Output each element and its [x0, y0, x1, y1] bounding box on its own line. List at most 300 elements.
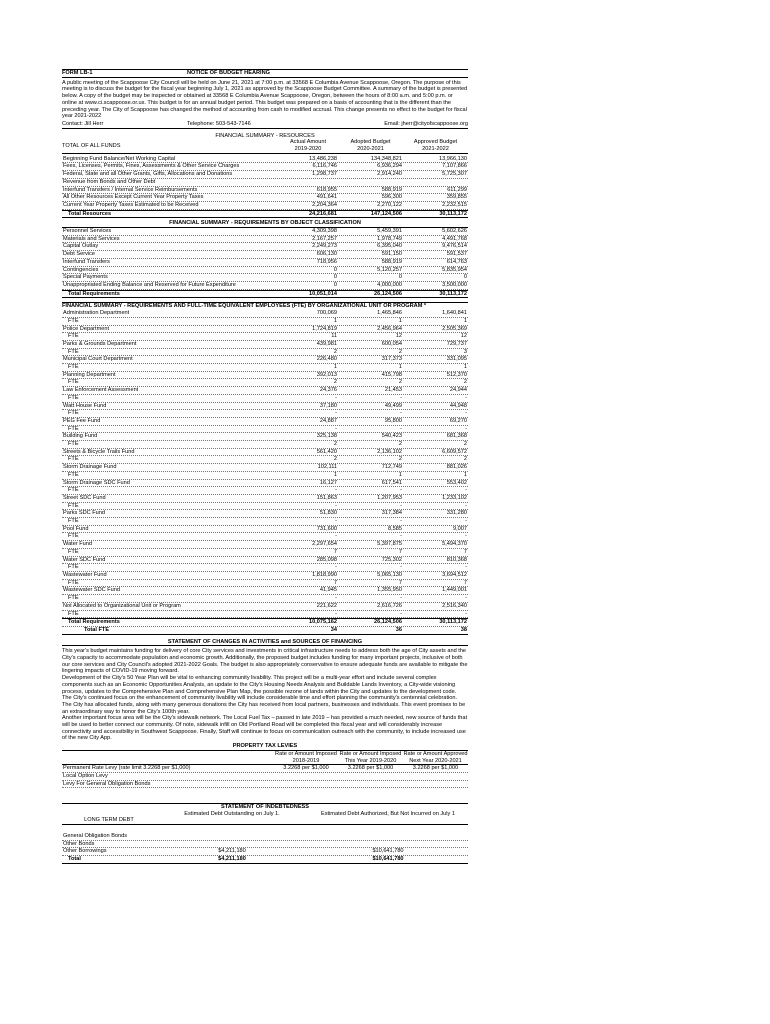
- row-value: 491,641: [316, 194, 337, 201]
- fte-row: [62, 364, 468, 372]
- row-value: 331,095: [446, 356, 467, 363]
- fte-value: -: [335, 564, 337, 571]
- row-value: 221,622: [316, 602, 337, 609]
- requirements-section: [62, 220, 468, 298]
- fte-value: 2: [333, 456, 337, 463]
- row-value: [403, 781, 468, 788]
- requirement-row: [62, 228, 468, 236]
- fte-row: [62, 564, 468, 572]
- contact-name: Contact: Jill Herr: [62, 120, 104, 127]
- row-value: [338, 773, 403, 780]
- org-unit-row: [62, 526, 468, 534]
- fte-value: 1: [463, 317, 467, 324]
- fte-value: 3: [463, 348, 467, 355]
- row-value: 0: [463, 274, 467, 281]
- row-value: 553,402: [446, 479, 467, 486]
- row-value: 6,936,294: [377, 163, 402, 170]
- row-value: 5,835,954: [442, 266, 467, 273]
- fte-value: 11: [331, 333, 337, 340]
- fte-value: -: [465, 595, 467, 602]
- row-value: 5,494,370: [442, 541, 467, 548]
- row-label: Wastewater SDC Fund: [63, 587, 120, 594]
- requirement-row: [62, 267, 468, 275]
- row-label: Unappropriated Ending Balance and Reserved for Future Expenditure: [63, 281, 236, 288]
- row-value: 102,111: [317, 464, 337, 471]
- row-value: 0: [333, 274, 337, 281]
- resource-row: [62, 171, 468, 179]
- row-value: 325,138: [316, 433, 337, 440]
- changes-section: [62, 639, 468, 743]
- contact-telephone: Telephone: 503-543-7146: [187, 120, 251, 127]
- fte-value: 7: [463, 579, 467, 586]
- tax-col-header: Rate or Amount Imposed This Year 2019-2020: [339, 750, 402, 764]
- fte-value: 2: [333, 379, 337, 386]
- row-label: Pool Fund: [63, 525, 89, 532]
- row-value: 731,600: [316, 525, 337, 532]
- row-value: 3.2268 per $1,000: [412, 765, 459, 772]
- property-tax-header: [62, 751, 468, 764]
- row-value: 2,456,964: [377, 325, 402, 332]
- org-unit-row: [62, 326, 468, 334]
- row-value: 439,981: [316, 340, 337, 347]
- total-value: 147,124,506: [370, 210, 402, 217]
- row-label: Planning Department: [63, 371, 116, 378]
- row-value: 21,453: [384, 387, 402, 394]
- row-value: 1,465,846: [377, 310, 402, 317]
- fte-label: FTE: [68, 441, 79, 448]
- row-value: 512,370: [446, 371, 467, 378]
- fte-row: [62, 518, 468, 526]
- indebtedness-title: STATEMENT OF INDEBTEDNESS: [62, 803, 468, 811]
- fte-value: 2: [333, 441, 337, 448]
- total-value: $4,211,180: [218, 855, 246, 862]
- notice-title: NOTICE OF BUDGET HEARING: [187, 70, 270, 76]
- total-label: Total Resources: [68, 210, 112, 217]
- row-value: 2,232,515: [442, 201, 467, 208]
- fte-value: 2: [463, 456, 467, 463]
- row-value: 5,397,875: [377, 541, 402, 548]
- row-label: Interfund Transfers: [63, 258, 110, 265]
- row-value: 718,956: [316, 258, 337, 265]
- row-value: [403, 773, 468, 780]
- row-value: 591,537: [446, 251, 467, 258]
- fte-row: [62, 611, 468, 619]
- fte-value: 12: [460, 333, 467, 340]
- org-unit-row: [62, 464, 468, 472]
- row-value: 69,270: [449, 417, 467, 424]
- row-label: Personnel Services: [63, 228, 112, 235]
- fte-value: 1: [463, 471, 467, 478]
- row-label: Streets & Bicycle Trails Fund: [63, 448, 135, 455]
- fte-value: 2: [463, 379, 467, 386]
- debt-total-row: [62, 856, 468, 864]
- total-value: 10,075,162: [309, 619, 337, 626]
- org-unit-row: [62, 587, 468, 595]
- row-value: $4,211,180: [218, 848, 246, 855]
- row-value: 285,098: [316, 556, 337, 563]
- fte-row: [62, 533, 468, 541]
- fte-value: -: [400, 394, 402, 401]
- row-value: 1,233,102: [442, 494, 467, 501]
- row-label: Materials and Services: [63, 235, 120, 242]
- fte-value: -: [465, 518, 467, 525]
- row-value: [308, 841, 468, 848]
- row-label: Other Borrowings: [63, 848, 107, 855]
- row-value: 611,299: [447, 186, 467, 193]
- fte-value: -: [465, 564, 467, 571]
- row-value: 331,280: [446, 510, 467, 517]
- row-value: 588,919: [381, 186, 402, 193]
- fte-value: -: [465, 425, 467, 432]
- col3-year: 2021-2022: [422, 146, 449, 153]
- fte-value: 1: [398, 317, 402, 324]
- fte-label: FTE: [68, 364, 79, 371]
- row-value: 596,300: [381, 194, 402, 201]
- row-value: [308, 833, 468, 840]
- fte-value: -: [465, 610, 467, 617]
- row-value: 561,420: [316, 448, 337, 455]
- row-value: 134,348,821: [370, 155, 402, 162]
- total-value: 30,113,172: [439, 290, 467, 297]
- row-label: Levy For General Obligation Bonds: [63, 780, 151, 787]
- fte-value: -: [465, 502, 467, 509]
- row-value: 1,724,819: [312, 325, 337, 332]
- row-value: 5,065,130: [377, 572, 402, 578]
- changes-paragraph: Development of the City's 50 Year Plan will be vital to enhancing community livability. This project will be a multi-year effort and include several complex components such as an Economic Opportunities Analysis, an update to the City's Housing Needs Analysis and Buildable Lands Inventory, a City-wide visioning process, updates to the Comprehensive Plan and Comprehensive Plan Map, the possible rezone of lands within the City and updates to the development code.: [62, 675, 457, 695]
- row-value: 4,491,768: [442, 235, 467, 242]
- row-value: 392,013: [316, 371, 337, 378]
- fte-label: FTE: [68, 595, 79, 602]
- row-value: 0: [333, 281, 337, 288]
- fte-label: FTE: [68, 518, 79, 525]
- row-value: 618,955: [316, 186, 337, 193]
- org-unit-row: [62, 356, 468, 364]
- row-label: Contingencies: [63, 266, 99, 273]
- row-value: 600,054: [381, 340, 402, 347]
- fte-value: -: [400, 595, 402, 602]
- row-value: 13,966,130: [439, 155, 467, 162]
- row-value: [274, 781, 338, 788]
- row-value: 2,136,102: [377, 448, 402, 455]
- fte-value: 2: [463, 441, 467, 448]
- fte-label: FTE: [68, 610, 79, 617]
- requirement-row: [62, 243, 468, 251]
- changes-paragraph: This year's budget maintains funding for delivery of core City services and investments in critical infrastructure needs to address both the age of City assets and the City's capacity to accommodate population and economic growth. Additionally, the proposed budget includes funding for many important projects, inclusive of both our core services and City Council's adopted 2021-2022 Goals. The budget is also appropriately conservative to ensure adequate funds are available to mitigate the lingering impacts of COVID-19 moving forward.: [62, 648, 468, 675]
- fte-label: FTE: [68, 502, 79, 509]
- row-value: 44,948: [449, 402, 467, 409]
- row-value: 1,978,749: [377, 235, 402, 242]
- row-value: 24,376: [319, 387, 337, 394]
- fte-value: 2: [398, 441, 402, 448]
- fte-value: 2: [398, 379, 402, 386]
- total-value: 10,051,014: [309, 290, 337, 297]
- row-value: 6,609,572: [442, 448, 467, 455]
- row-label: Watt House Fund: [63, 402, 107, 409]
- fte-value: -: [400, 502, 402, 509]
- row-label: Street SDC Fund: [63, 494, 106, 501]
- fte-row: [62, 379, 468, 387]
- org-unit-row: [62, 341, 468, 349]
- row-value: 2,505,369: [442, 325, 467, 332]
- row-value: [338, 179, 403, 186]
- total-label: Total: [68, 855, 81, 862]
- row-label: General Obligation Bonds: [63, 832, 128, 839]
- org-unit-row: [62, 449, 468, 457]
- fte-row: [62, 595, 468, 603]
- row-value: 540,423: [381, 433, 402, 440]
- fte-row: [62, 349, 468, 357]
- row-label: Water Fund: [63, 541, 93, 548]
- row-value: 2,270,122: [377, 201, 402, 208]
- row-value: 0: [333, 266, 337, 273]
- row-value: [403, 179, 468, 186]
- row-value: 2,297,654: [312, 541, 337, 548]
- row-value: 725,302: [381, 556, 402, 563]
- requirements-title: FINANCIAL SUMMARY - REQUIREMENTS BY OBJECT CLASSIFICATION: [62, 220, 468, 228]
- total-label: Total FTE: [84, 626, 110, 633]
- fte-value: -: [465, 533, 467, 540]
- fte-label: FTE: [68, 410, 79, 417]
- row-value: 617,541: [381, 479, 402, 486]
- fte-label: FTE: [68, 348, 79, 355]
- row-value: [156, 833, 308, 840]
- row-label: Storm Drainage Fund: [63, 464, 117, 471]
- row-value: 606,130: [316, 251, 337, 258]
- row-value: 2,204,364: [312, 201, 337, 208]
- org-unit-row: [62, 557, 468, 565]
- org-unit-row: [62, 403, 468, 411]
- fte-label: FTE: [68, 533, 79, 540]
- org-unit-row: [62, 372, 468, 380]
- fte-label: FTE: [68, 471, 79, 478]
- row-value: 3.2268 per $1,000: [283, 765, 329, 772]
- fte-row: [62, 456, 468, 464]
- row-label: Local Option Levy: [63, 772, 108, 779]
- org-unit-row: [62, 495, 468, 503]
- fte-label: FTE: [68, 394, 79, 401]
- row-value: 0: [398, 274, 402, 281]
- fte-value: -: [335, 533, 337, 540]
- row-label: PEG Fee Fund: [63, 417, 101, 424]
- row-label: Revenue from Bonds and Other Debt: [63, 178, 156, 185]
- total-value: 26,124,506: [374, 290, 402, 297]
- row-label: Permanent Rate Levy (rate limit 3.2268 per $1,000): [63, 765, 191, 772]
- fte-value: 1: [333, 471, 337, 478]
- debt-row: [62, 848, 468, 856]
- resources-total-row: [62, 210, 468, 219]
- row-value: 1,298,737: [312, 171, 337, 178]
- fte-value: -: [400, 487, 402, 494]
- row-value: 13,486,238: [309, 155, 337, 162]
- fte-value: -: [335, 610, 337, 617]
- fte-value: -: [400, 533, 402, 540]
- row-value: 810,368: [446, 556, 467, 563]
- row-label: Federal, State and all Other Grants, Gifts, Allocations and Donations: [63, 171, 233, 178]
- row-value: 1,818,990: [312, 572, 337, 578]
- fte-value: -: [335, 410, 337, 417]
- row-value: 2,167,257: [312, 235, 337, 242]
- row-value: 2,516,340: [442, 602, 467, 609]
- fte-value: -: [400, 564, 402, 571]
- changes-paragraph: The City's continued focus on the enhancement of community livability will include considerable time and effort planning the community's centennial celebration. The City has allocated funds, along with many generous donations the City has received from local partners, businesses and individuals. This event promises to be an extraordinary way to honor the City's 100th year.: [62, 695, 466, 715]
- row-label: Capital Outlay: [63, 243, 99, 250]
- fte-value: 7: [333, 548, 337, 555]
- row-label: Interfund Transfers / Internal Service Reimbursements: [63, 186, 198, 193]
- total-label: Total Requirements: [68, 290, 120, 297]
- org-unit-row: [62, 310, 468, 318]
- org-unit-row: [62, 572, 468, 580]
- fte-label: FTE: [68, 333, 79, 340]
- resources-header: [62, 139, 468, 153]
- debt-col-header: Estimated Debt Authorized, But Not Incurred on July 1: [320, 811, 455, 818]
- debt-label-header: LONG TERM DEBT: [84, 817, 134, 824]
- row-value: $10,641,780: [372, 848, 404, 855]
- levy-row: [62, 765, 468, 773]
- row-value: 415,798: [381, 371, 402, 378]
- row-label: Building Fund: [63, 433, 98, 440]
- row-label: Law Enforcement Assessment: [63, 387, 139, 394]
- fte-title: FINANCIAL SUMMARY - REQUIREMENTS AND FULL-TIME EQUIVALENT EMPLOYEES (FTE) BY ORGANIZATIONAL UNIT OR PROGRAM *: [62, 302, 468, 310]
- budget-notice-document: [62, 69, 468, 864]
- org-unit-row: [62, 510, 468, 518]
- org-unit-row: [62, 603, 468, 611]
- total-label: Total Requirements: [68, 619, 120, 626]
- row-label: Police Department: [63, 325, 110, 332]
- org-unit-row: [62, 480, 468, 488]
- row-label: Parks & Grounds Department: [63, 340, 137, 347]
- row-value: 9,476,514: [442, 243, 467, 250]
- row-value: 9,007: [453, 525, 467, 532]
- fte-value: -: [465, 487, 467, 494]
- fte-value: 7: [398, 579, 402, 586]
- fte-value: 1: [333, 317, 337, 324]
- row-value: 1,640,841: [442, 310, 467, 317]
- row-value: 151,863: [316, 494, 337, 501]
- requirement-row: [62, 259, 468, 267]
- fte-value: 2: [333, 348, 337, 355]
- fte-row: [62, 441, 468, 449]
- requirement-row: [62, 236, 468, 244]
- fte-total-fte-row: [62, 627, 468, 635]
- fte-value: 7: [463, 548, 467, 555]
- row-value: 3,500,000: [442, 281, 467, 288]
- fte-row: [62, 333, 468, 341]
- col1-year: 2019-2020: [294, 146, 322, 153]
- fte-value: 2: [398, 348, 402, 355]
- col3-header: Approved Budget: [413, 139, 458, 146]
- org-unit-row: [62, 541, 468, 549]
- fte-value: -: [465, 410, 467, 417]
- row-value: 5,602,626: [442, 228, 467, 235]
- row-value: 2,249,273: [312, 243, 337, 250]
- row-label: Special Payments: [63, 274, 108, 281]
- resource-row: [62, 202, 468, 210]
- fte-label: FTE: [68, 579, 79, 586]
- indebtedness-section: [62, 803, 468, 863]
- fte-label: FTE: [68, 379, 79, 386]
- resource-row: [62, 156, 468, 164]
- org-unit-row: [62, 433, 468, 441]
- fte-value: -: [400, 410, 402, 417]
- row-value: [156, 841, 308, 848]
- row-value: 712,749: [381, 464, 402, 471]
- total-value: 38: [460, 626, 467, 633]
- fte-label: FTE: [68, 425, 79, 432]
- row-value: 6,116,746: [312, 163, 337, 170]
- changes-paragraph: Another important focus area will be the City's sidewalk network. The Local Fuel Tax – passed in late 2019 – has provided a much needed, new source of funds that will be used to better connect our community. Of note, sidewalk infill on Old Portland Road will be completed this fiscal year and will considerably increase connectivity and accessibility in Southwest Scappoose. Finally, Staff will continue to focus on communication outreach with the community, to include increased use of the new City App.: [62, 715, 468, 742]
- fte-value: 1: [333, 364, 337, 371]
- row-value: 700,069: [316, 310, 337, 317]
- total-value: $10,641,780: [372, 855, 404, 862]
- total-value: 24,216,681: [309, 210, 337, 217]
- fte-value: 12: [395, 333, 402, 340]
- fte-value: -: [465, 394, 467, 401]
- resources-title: FINANCIAL SUMMARY - RESOURCES: [215, 132, 315, 139]
- fte-label: FTE: [68, 548, 79, 555]
- row-label: Municipal Court Department: [63, 356, 133, 363]
- resources-label-header: TOTAL OF ALL FUNDS: [62, 142, 121, 149]
- row-value: 2,616,726: [377, 602, 402, 609]
- tax-col-header: Rate or Amount Approved Next Year 2020-2021: [403, 750, 468, 764]
- org-unit-row: [62, 418, 468, 426]
- row-value: [274, 773, 338, 780]
- fte-value: 1: [398, 364, 402, 371]
- row-label: Current Year Property Taxes Estimated to be Received: [63, 201, 199, 208]
- fte-row: [62, 487, 468, 495]
- levy-row: [62, 781, 468, 789]
- col1-header: Actual Amount: [289, 139, 327, 146]
- fte-row: [62, 503, 468, 511]
- debt-row: [62, 833, 468, 841]
- fte-value: -: [400, 425, 402, 432]
- row-value: 6,395,040: [377, 243, 402, 250]
- fte-value: -: [335, 595, 337, 602]
- row-value: 8,585: [388, 525, 402, 532]
- row-value: 359,855: [446, 194, 467, 201]
- resource-row: [62, 163, 468, 171]
- fte-row: [62, 580, 468, 588]
- fte-row: [62, 410, 468, 418]
- form-number: FORM LB-1: [62, 70, 93, 76]
- row-value: 614,763: [446, 258, 467, 265]
- row-label: All Other Resources Except Current Year Property Taxes: [63, 194, 204, 201]
- row-value: 226,480: [316, 356, 337, 363]
- fte-row: [62, 318, 468, 326]
- contact-row: [62, 121, 468, 129]
- changes-title: STATEMENT OF CHANGES IN ACTIVITIES and SOURCES OF FINANCING: [62, 639, 468, 647]
- row-value: 5,459,391: [377, 228, 402, 235]
- row-value: [278, 179, 338, 186]
- org-unit-row: [62, 387, 468, 395]
- requirement-row: [62, 251, 468, 259]
- form-header: [62, 69, 468, 78]
- row-value: 5,725,307: [442, 171, 467, 178]
- row-label: Not Allocated to Organizational Unit or Program: [63, 602, 181, 609]
- row-value: 95,800: [384, 417, 402, 424]
- requirement-row: [62, 274, 468, 282]
- row-value: [338, 781, 403, 788]
- row-label: Storm Drainage SDC Fund: [63, 479, 130, 486]
- total-value: 34: [330, 626, 337, 633]
- row-value: 317,373: [381, 356, 402, 363]
- row-value: 24,887: [319, 417, 337, 424]
- fte-value: -: [400, 518, 402, 525]
- debt-row: [62, 841, 468, 849]
- fte-label: FTE: [68, 564, 79, 571]
- fte-value: -: [400, 610, 402, 617]
- tax-col-header: Rate or Amount Imposed 2018-2019: [275, 750, 337, 764]
- fte-row: [62, 472, 468, 480]
